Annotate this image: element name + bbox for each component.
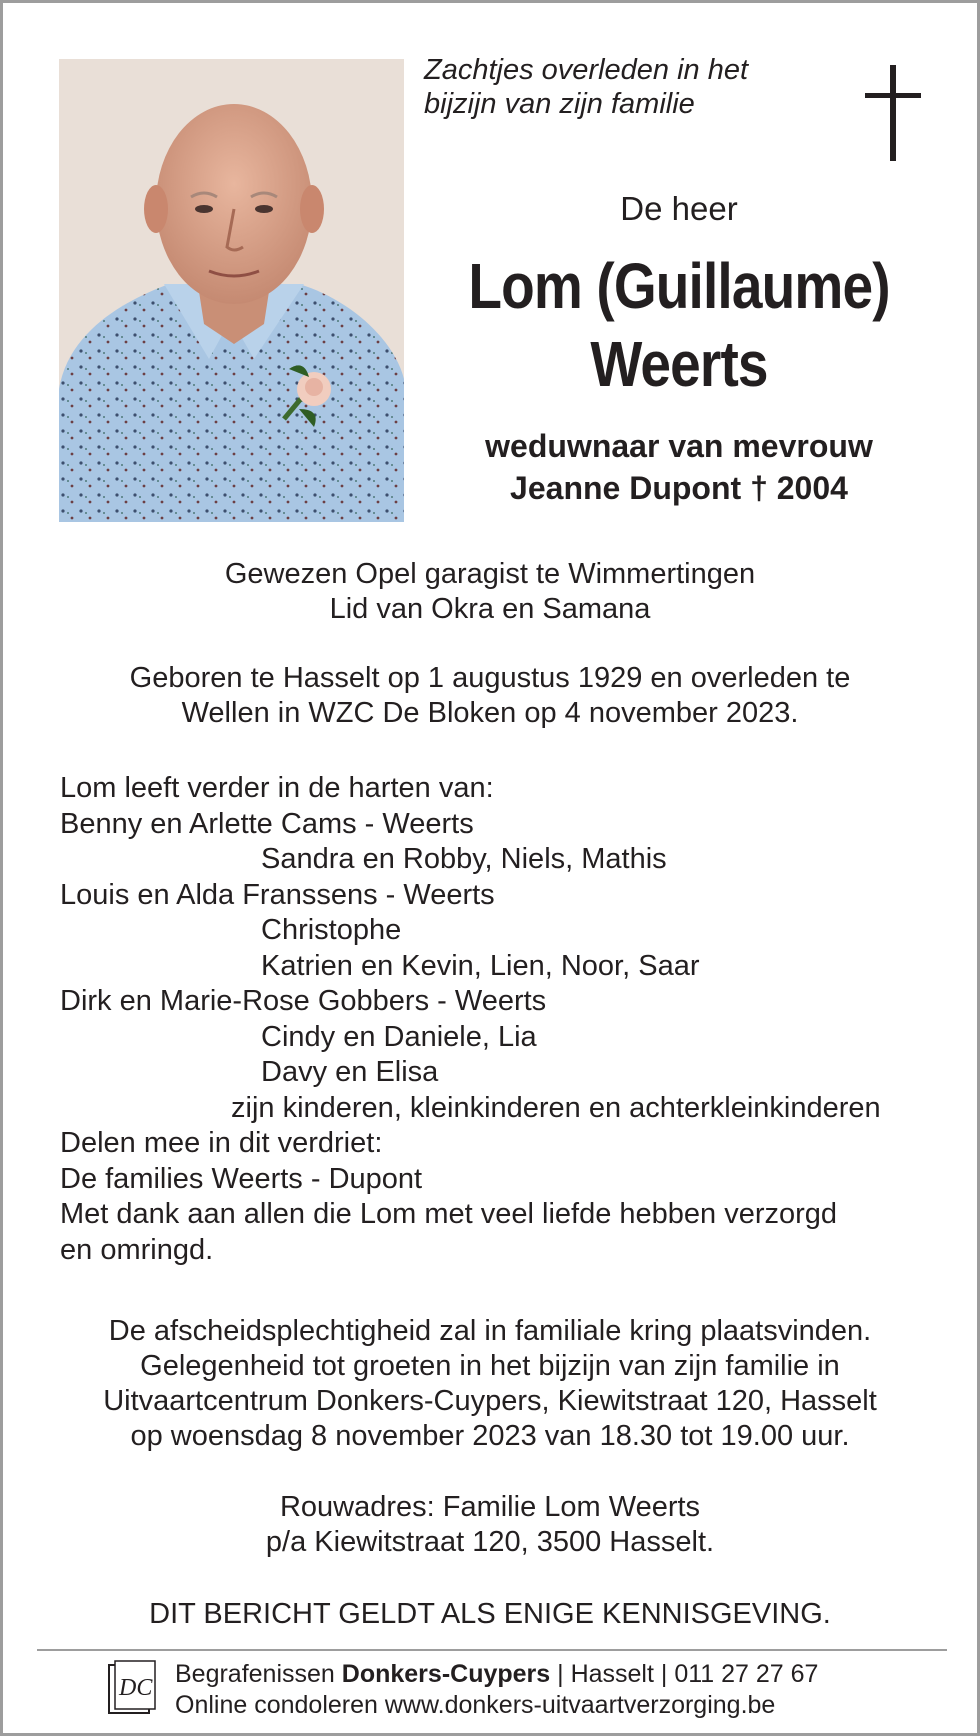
name-line-1: Lom (Guillaume) (468, 250, 890, 322)
footer-contact: | Hasselt | 011 27 27 67 (550, 1660, 819, 1688)
ceremony-line-4: op woensdag 8 november 2023 van 18.30 tot 19.00 uur. (130, 1420, 850, 1452)
footer-line-1 (175, 1659, 818, 1690)
family-line: Louis en Alda Franssens - Weerts (60, 878, 495, 911)
logo-initials: DC (119, 1675, 153, 1701)
cross-icon (865, 65, 921, 161)
deceased-title (423, 189, 935, 509)
footer-prefix: Begrafenissen (175, 1660, 342, 1688)
address-line-2: p/a Kiewitstraat 120, 3500 Hasselt. (265, 1526, 715, 1558)
family-line: De families Weerts - Dupont (60, 1162, 423, 1195)
family-line: zijn kinderen, kleinkinderen en achterkleinkinderen (231, 1091, 881, 1124)
family-line: Dirk en Marie-Rose Gobbers - Weerts (60, 985, 547, 1017)
intro-line-1: Zachtjes overleden in het (424, 54, 749, 86)
family-line: Christophe (261, 914, 402, 946)
footer-text (175, 1659, 818, 1721)
family-list (60, 771, 940, 1268)
intro-text (424, 53, 804, 121)
intro-line-2: bijzijn van zijn familie (424, 88, 695, 120)
occupation-line-2: Lid van Okra en Samana (329, 593, 651, 625)
honorific: De heer (620, 190, 738, 227)
ceremony-info (23, 1314, 957, 1454)
portrait-photo (59, 59, 404, 522)
footer-divider (37, 1649, 947, 1651)
family-intro: Lom leeft verder in de harten van: (60, 772, 494, 804)
ceremony-line-1: De afscheidsplechtigheid zal in familiale kring plaatsvinden. (108, 1315, 872, 1347)
family-line: en omringd. (60, 1233, 214, 1266)
ceremony-line-2: Gelegenheid tot groeten in het bijzijn van zijn familie in (140, 1350, 840, 1382)
spouse-info (423, 425, 935, 509)
occupation (23, 557, 957, 627)
deceased-name (459, 247, 899, 403)
funeral-home-logo (107, 1659, 157, 1717)
family-line: Sandra en Robby, Niels, Mathis (261, 843, 667, 875)
mourning-address (23, 1490, 957, 1560)
notice (23, 1597, 957, 1632)
family-line: Met dank aan allen die Lom met veel liefde hebben verzorgd (60, 1198, 838, 1230)
address-line-1: Rouwadres: Familie Lom Weerts (279, 1491, 701, 1523)
spouse-line-2: Jeanne Dupont † 2004 (510, 470, 848, 506)
occupation-line-1: Gewezen Opel garagist te Wimmertingen (224, 558, 756, 590)
footer-company: Donkers-Cuypers (341, 1660, 551, 1688)
family-line: Delen mee in dit verdriet: (60, 1127, 383, 1159)
family-line: Benny en Arlette Cams - Weerts (60, 807, 474, 840)
name-line-2: Weerts (590, 328, 768, 400)
family-line: Cindy en Daniele, Lia (261, 1020, 537, 1053)
notice-text: DIT BERICHT GELDT ALS ENIGE KENNISGEVING. (149, 1598, 831, 1630)
footer-line-2[interactable]: Online condoleren www.donkers-uitvaartverzorging.be (175, 1691, 776, 1719)
family-line: Davy en Elisa (261, 1056, 439, 1088)
birth-death-line-2: Wellen in WZC De Bloken op 4 november 2023. (181, 697, 799, 729)
ceremony-line-3: Uitvaartcentrum Donkers-Cuypers, Kiewitstraat 120, Hasselt (103, 1385, 877, 1417)
family-line: Katrien en Kevin, Lien, Noor, Saar (261, 949, 700, 982)
birth-death-line-1: Geboren te Hasselt op 1 augustus 1929 en overleden te (129, 662, 851, 694)
birth-death (23, 661, 957, 731)
spouse-line-1: weduwnaar van mevrouw (485, 428, 873, 464)
